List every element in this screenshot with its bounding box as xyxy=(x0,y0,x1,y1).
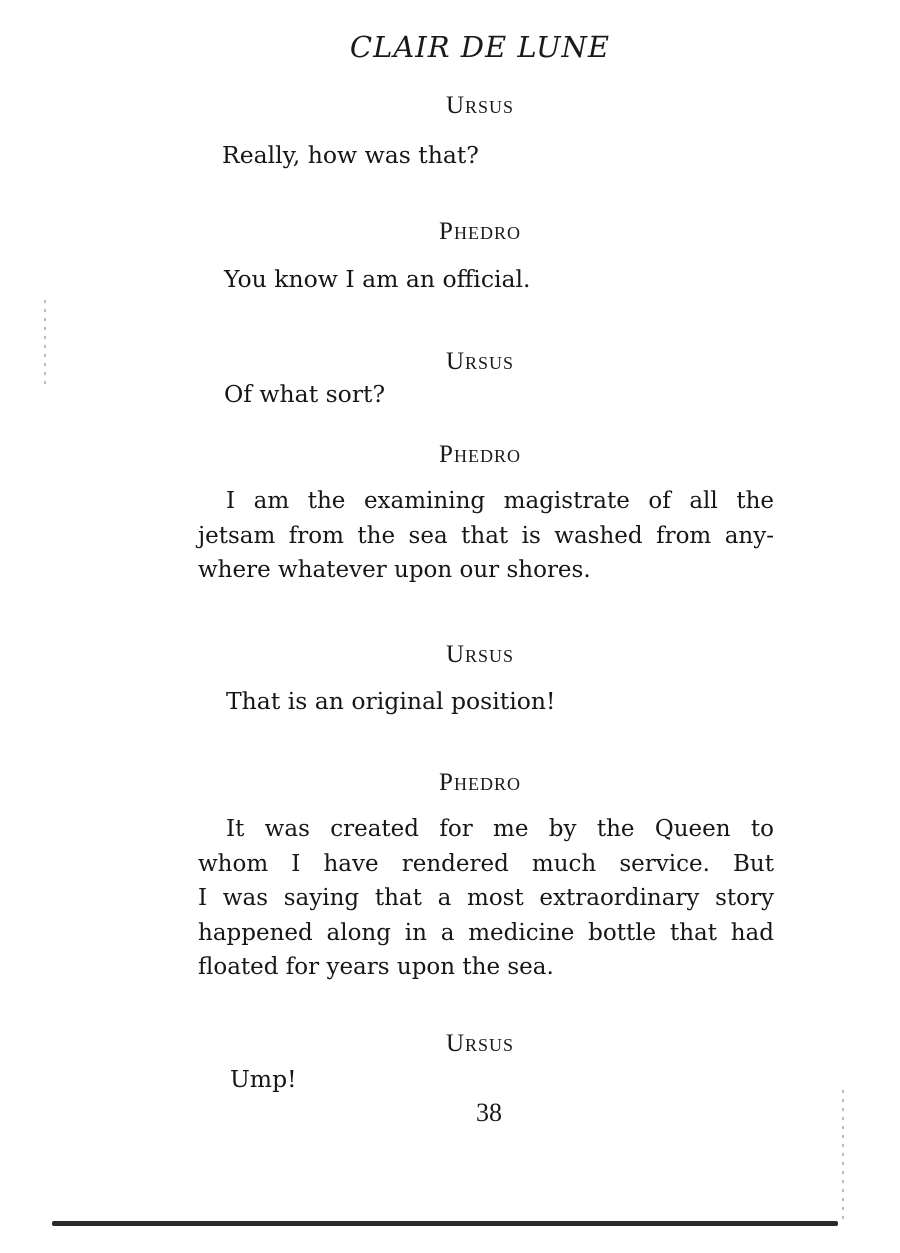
bottom-rule xyxy=(52,1221,838,1226)
speech-line: You know I am an official. xyxy=(224,265,531,293)
speech-paragraph xyxy=(198,812,774,985)
scan-edge-mark xyxy=(842,1090,844,1220)
speech-line: Really, how was that? xyxy=(222,141,479,169)
speech-line: Ump! xyxy=(230,1065,297,1093)
speech-line: whom I have rendered much service. But xyxy=(198,850,774,877)
speech-line: I was saying that a most extraordinary story xyxy=(198,885,774,911)
page-number: 38 xyxy=(476,1098,502,1127)
speech-line: It was created for me by the Queen to xyxy=(226,816,774,842)
speaker-name: Ursus xyxy=(445,92,515,119)
speech-line: happened along in a medicine bottle that had xyxy=(198,919,774,946)
speech-line: That is an original position! xyxy=(226,687,556,715)
speaker-name: Phedro xyxy=(439,441,521,468)
scan-edge-mark xyxy=(44,300,46,390)
running-title: CLAIR DE LUNE xyxy=(349,30,611,64)
speech-line: where whatever upon our shores. xyxy=(198,557,591,583)
speech-line: jetsam from the sea that is washed from any- xyxy=(198,522,774,549)
speech-line: I am the examining magistrate of all the xyxy=(226,488,774,514)
speaker-name: Ursus xyxy=(445,1030,515,1057)
speech-paragraph xyxy=(198,484,774,588)
speech-line: floated for years upon the sea. xyxy=(198,954,554,980)
speech-line: Of what sort? xyxy=(224,380,386,408)
speaker-name: Phedro xyxy=(439,769,521,796)
speaker-name: Ursus xyxy=(445,348,515,375)
speaker-name: Ursus xyxy=(445,641,515,668)
speaker-name: Phedro xyxy=(439,218,521,245)
